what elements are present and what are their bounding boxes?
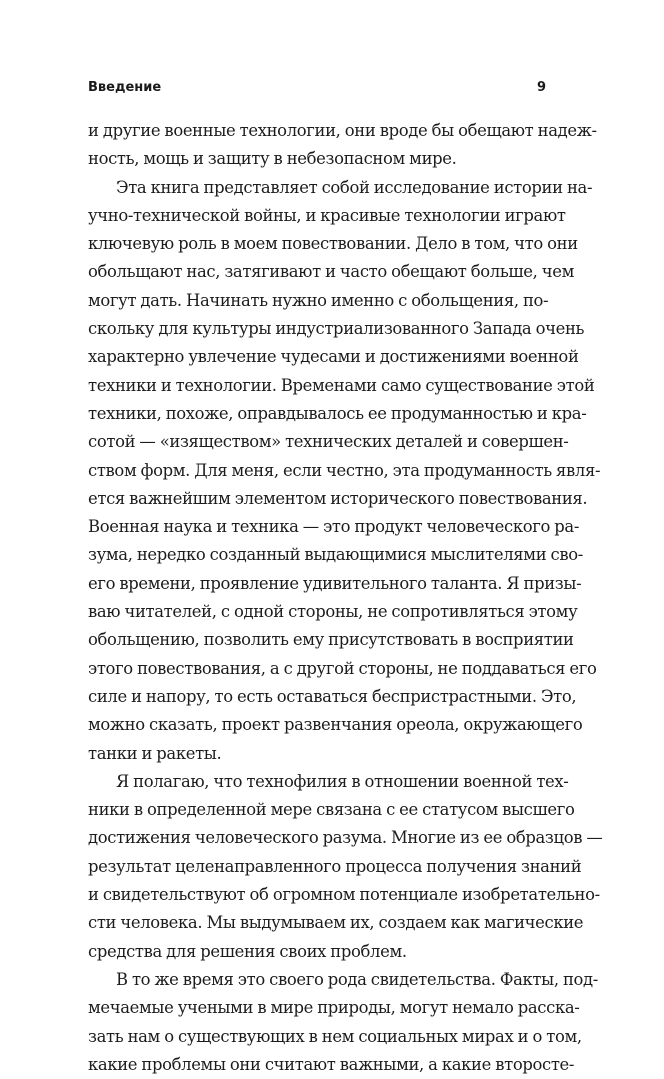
text-line: ключевую роль в моем повествовании. Дело в том, что они: [88, 234, 578, 254]
text-line: характерно увлечение чудесами и достижениями военной: [88, 347, 579, 367]
section-title: Введение: [88, 79, 162, 95]
text-line: сотой — «изяществом» технических деталей и совершен-: [88, 432, 569, 452]
text-line: этого повествования, а с другой стороны, не поддаваться его: [88, 658, 597, 678]
text-line: могут дать. Начинать нужно именно с обольщения, по-: [88, 290, 549, 310]
text-line: и другие военные технологии, они вроде бы обещают надеж-: [88, 121, 597, 140]
text-line: танки и ракеты.: [88, 743, 222, 763]
paragraph-first-line: В то же время это своего рода свидетельства. Факты, под-: [116, 969, 598, 989]
text-line: обольщают нас, затягивают и часто обещают больше, чем: [88, 262, 575, 282]
text-line: ность, мощь и защиту в небезопасном мире.: [88, 149, 457, 169]
running-header: [88, 76, 546, 98]
text-line: силе и напору, то есть оставаться беспристрастными. Это,: [88, 686, 577, 706]
text-line: достижения человеческого разума. Многие из ее образцов —: [88, 828, 603, 848]
text-line: результат целенаправленного процесса получения знаний: [88, 856, 582, 876]
text-line: средства для решения своих проблем.: [88, 941, 407, 961]
text-line: скольку для культуры индустриализованного Запада очень: [88, 319, 585, 339]
text-line: зать нам о существующих в нем социальных мирах и о том,: [88, 1026, 582, 1046]
text-line: обольщению, позволить ему присутствовать в восприятии: [88, 630, 574, 650]
text-line: и свидетельствуют об огромном потенциале изобретательно-: [88, 885, 600, 905]
page-number: 9: [536, 79, 546, 95]
text-line: ваю читателей, с одной стороны, не сопротивляться этому: [88, 602, 578, 622]
text-line: учно-технической войны, и красивые технологии играют: [88, 205, 566, 225]
text-line: зума, нередко созданный выдающимися мыслителями сво-: [88, 545, 583, 565]
paragraph-first-line: Я полагаю, что технофилия в отношении военной тех-: [116, 771, 569, 791]
text-line: техники и технологии. Временами само существование этой: [88, 375, 595, 395]
text-line: можно сказать, проект развенчания ореола, окружающего: [88, 715, 583, 735]
text-line: Военная наука и техника — это продукт человеческого ра-: [88, 517, 580, 537]
text-line: мечаемые учеными в мире природы, могут немало расска-: [88, 998, 580, 1018]
text-line: сти человека. Мы выдумываем их, создаем как магические: [88, 913, 584, 933]
text-line: какие проблемы они считают важными, а какие второсте-: [88, 1054, 575, 1074]
body-text: [88, 117, 603, 1079]
text-line: ники в определенной мере связана с ее статусом высшего: [88, 800, 575, 820]
text-line: техники, похоже, оправдывалось ее продуманностью и кра-: [88, 403, 587, 423]
paragraph-first-line: Эта книга представляет собой исследование истории на-: [116, 177, 593, 197]
text-line: ется важнейшим элементом исторического повествования.: [88, 488, 588, 508]
text-line: ством форм. Для меня, если честно, эта продуманность явля-: [88, 460, 601, 480]
text-line: его времени, проявление удивительного таланта. Я призы-: [88, 573, 582, 593]
